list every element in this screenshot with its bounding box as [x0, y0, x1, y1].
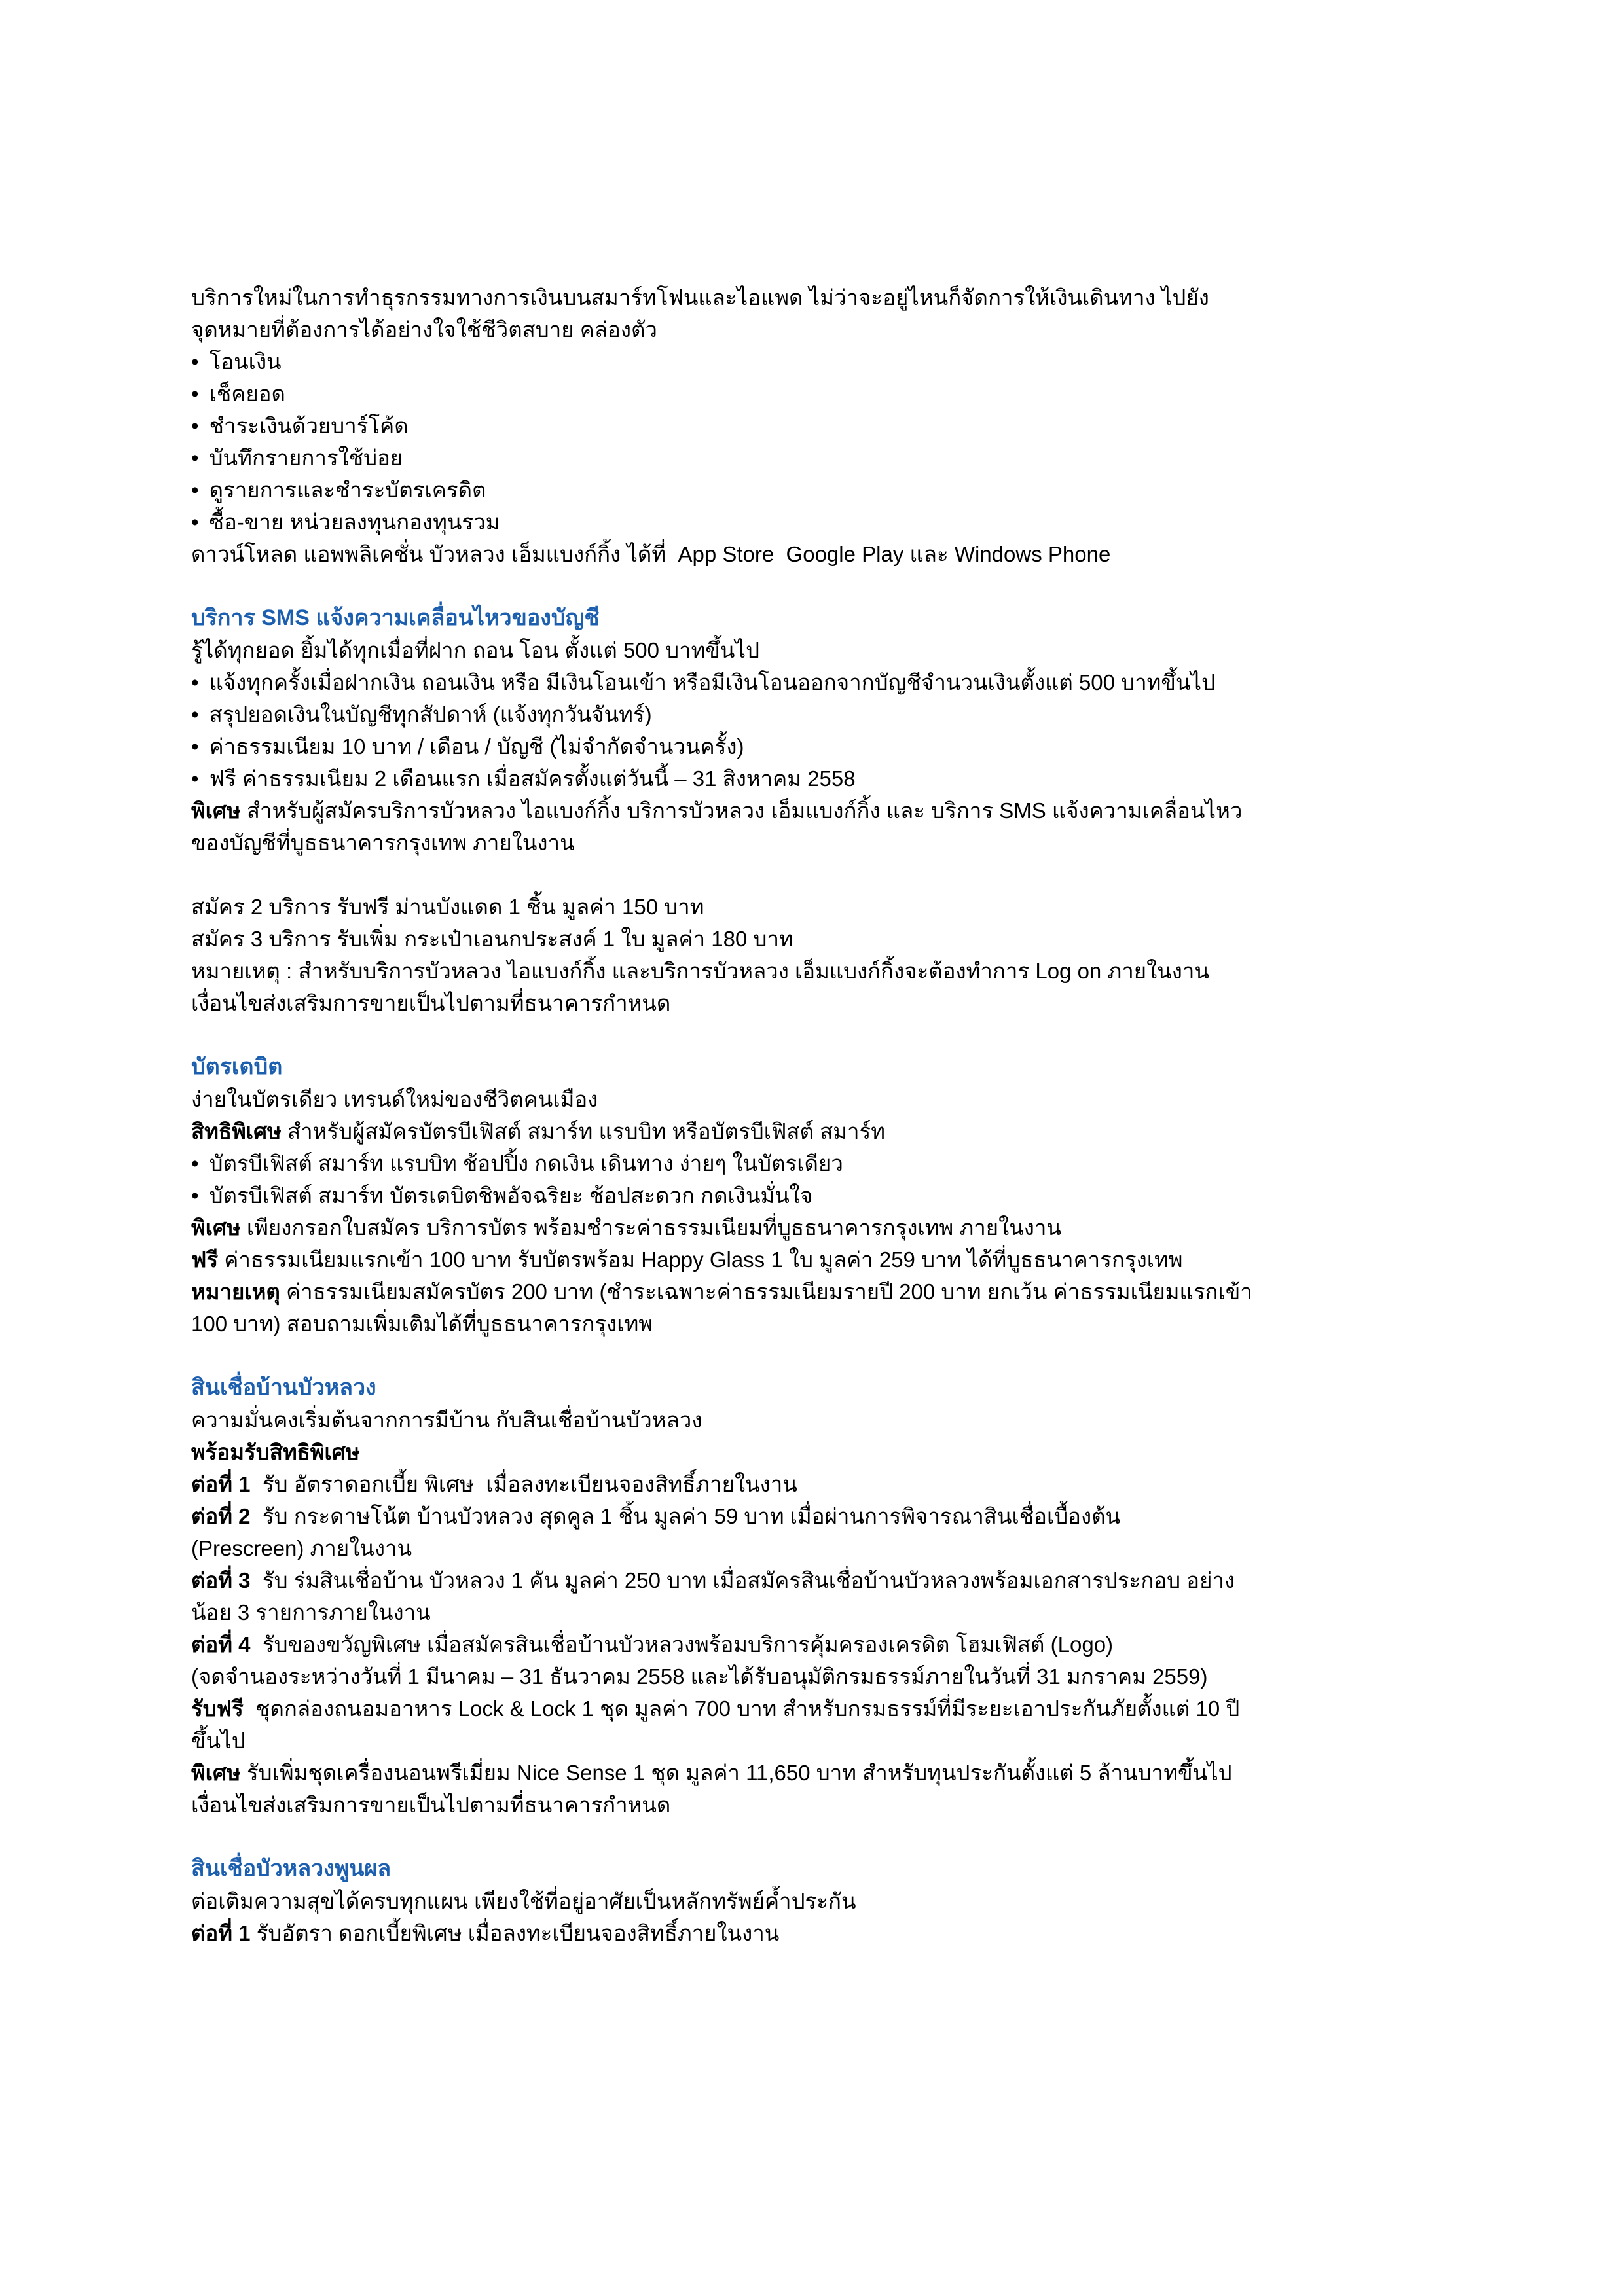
- text-run: รับอัตรา ดอกเบี้ยพิเศษ เมื่อลงทะเบียนจองสิทธิ์ภายในงาน: [250, 1921, 780, 1945]
- blank-line: [191, 1019, 1440, 1051]
- text-run: ต่อที่ 1: [191, 1472, 251, 1496]
- text-line: [191, 1725, 1440, 1757]
- text-run: สำหรับผู้สมัครบริการบัวหลวง ไอแบงก์กิ้ง บริการบัวหลวง เอ็มแบงก์กิ้ง และ บริการ SMS แจ้งความเคลื่อนไหว: [240, 798, 1243, 823]
- text-line: [191, 1885, 1440, 1917]
- bullet-line: [191, 1147, 1440, 1179]
- text-run: ง่ายในบัตรเดียว เทรนด์ใหม่ของชีวิตคนเมือง: [191, 1087, 598, 1111]
- bullet-icon: •: [191, 734, 199, 759]
- text-run: น้อย 3 รายการภายในงาน: [191, 1600, 431, 1624]
- section-heading: [191, 1372, 1440, 1404]
- text-run: (จดจำนองระหว่างวันที่ 1 มีนาคม – 31 ธันวาคม 2558 และได้รับอนุมัติกรมธรรม์ภายในวันที่ 31 มกราคม 2559): [191, 1664, 1208, 1689]
- text-run: ค่าธรรมเนียมสมัครบัตร 200 บาท (ชำระเฉพาะค่าธรรมเนียมรายปี 200 บาท ยกเว้น ค่าธรรมเนียมแรกเข้า: [280, 1280, 1252, 1304]
- text-line: [191, 1276, 1440, 1308]
- text-run: รับ ร่มสินเชื่อบ้าน บัวหลวง 1 คัน มูลค่า 250 บาท เมื่อสมัครสินเชื่อบ้านบัวหลวงพร้อมเอกสารประกอบ อย่าง: [250, 1568, 1235, 1592]
- text-run: พร้อมรับสิทธิพิเศษ: [191, 1440, 360, 1464]
- text-run: (Prescreen) ภายในงาน: [191, 1536, 412, 1560]
- text-run: เงื่อนไขส่งเสริมการขายเป็นไปตามที่ธนาคารกำหนด: [191, 1793, 671, 1817]
- text-run: ดาวน์โหลด แอพพลิเคชั่น บัวหลวง เอ็มแบงก์กิ้ง ได้ที่ App Store Google Play และ Windows Phone: [191, 542, 1111, 566]
- text-run: บัตรบีเฟิสต์ สมาร์ท บัตรเดบิตชิพอัจฉริยะ ช้อปสะดวก กดเงินมั่นใจ: [209, 1183, 813, 1208]
- text-line: [191, 923, 1440, 955]
- bullet-icon: •: [191, 478, 199, 502]
- text-line: [191, 281, 1440, 314]
- document-content: [191, 281, 1440, 1949]
- section-heading: [191, 1051, 1440, 1083]
- text-run: ต่อที่ 4: [191, 1632, 251, 1657]
- text-line: [191, 1757, 1440, 1789]
- text-line: [191, 827, 1440, 859]
- text-line: [191, 795, 1440, 827]
- text-line: [191, 634, 1440, 666]
- bullet-icon: •: [191, 350, 199, 374]
- text-line: [191, 1660, 1440, 1693]
- bullet-icon: •: [191, 1183, 199, 1208]
- text-run: เพียงกรอกใบสมัคร บริการบัตร พร้อมชำระค่าธรรมเนียมที่บูธธนาคารกรุงเทพ ภายในงาน: [240, 1215, 1061, 1240]
- blank-line: [191, 1340, 1440, 1372]
- bullet-line: [191, 442, 1440, 474]
- bullet-icon: •: [191, 382, 199, 406]
- text-line: [191, 1244, 1440, 1276]
- section-heading: [191, 602, 1440, 634]
- text-run: ดูรายการและชำระบัตรเครดิต: [209, 478, 486, 502]
- text-run: สิทธิพิเศษ: [191, 1119, 282, 1143]
- bullet-line: [191, 346, 1440, 378]
- text-line: [191, 1596, 1440, 1628]
- section-heading: [191, 1853, 1440, 1885]
- text-line: [191, 955, 1440, 987]
- text-run: รับเพิ่มชุดเครื่องนอนพรีเมี่ยม Nice Sense 1 ชุด มูลค่า 11,650 บาท สำหรับทุนประกันตั้งแต่ 5 ล้านบาทขึ้นไป: [240, 1761, 1232, 1785]
- text-run: สมัคร 2 บริการ รับฟรี ม่านบังแดด 1 ชิ้น มูลค่า 150 บาท: [191, 895, 704, 919]
- blank-line: [191, 570, 1440, 602]
- bullet-line: [191, 666, 1440, 698]
- text-run: บริการใหม่ในการทำธุรกรรมทางการเงินบนสมาร์ทโฟนและไอแพด ไม่ว่าจะอยู่ไหนก็จัดการให้เงินเดินทาง ไปยัง: [191, 285, 1209, 310]
- bullet-icon: •: [191, 702, 199, 726]
- text-line: [191, 1500, 1440, 1532]
- text-run: สำหรับผู้สมัครบัตรบีเฟิสต์ สมาร์ท แรบบิท หรือบัตรบีเฟิสต์ สมาร์ท: [281, 1119, 886, 1143]
- text-run: รับ อัตราดอกเบี้ย พิเศษ เมื่อลงทะเบียนจองสิทธิ์ภายในงาน: [250, 1472, 797, 1496]
- text-run: ต่อที่ 1: [191, 1921, 251, 1945]
- text-line: [191, 1564, 1440, 1596]
- text-run: ของบัญชีที่บูธธนาคารกรุงเทพ ภายในงาน: [191, 831, 575, 855]
- bullet-icon: •: [191, 670, 199, 694]
- bullet-line: [191, 506, 1440, 538]
- text-line: [191, 1211, 1440, 1244]
- text-run: เงื่อนไขส่งเสริมการขายเป็นไปตามที่ธนาคารกำหนด: [191, 991, 671, 1015]
- text-line: [191, 1083, 1440, 1115]
- bullet-icon: •: [191, 1151, 199, 1175]
- text-run: สินเชื่อบัวหลวงพูนผล: [191, 1856, 392, 1881]
- bullet-line: [191, 698, 1440, 730]
- text-line: [191, 314, 1440, 346]
- bullet-line: [191, 1179, 1440, 1211]
- text-run: พิเศษ: [191, 798, 241, 823]
- text-run: บันทึกรายการใช้บ่อย: [209, 446, 403, 470]
- text-line: [191, 1532, 1440, 1564]
- bullet-icon: •: [191, 446, 199, 470]
- text-line: [191, 1789, 1440, 1821]
- text-line: [191, 1468, 1440, 1500]
- bullet-icon: •: [191, 510, 199, 534]
- text-run: ฟรี ค่าธรรมเนียม 2 เดือนแรก เมื่อสมัครตั้งแต่วันนี้ – 31 สิงหาคม 2558: [209, 766, 856, 791]
- text-run: โอนเงิน: [209, 350, 282, 374]
- text-line: [191, 1628, 1440, 1660]
- text-line: [191, 1404, 1440, 1436]
- text-run: รับฟรี: [191, 1696, 244, 1721]
- text-run: เช็คยอด: [209, 382, 285, 406]
- text-line: [191, 1308, 1440, 1340]
- text-run: ต่อที่ 2: [191, 1504, 251, 1528]
- bullet-line: [191, 730, 1440, 762]
- text-run: ต่อที่ 3: [191, 1568, 251, 1592]
- text-line: [191, 1115, 1440, 1147]
- text-run: สมัคร 3 บริการ รับเพิ่ม กระเป๋าเอนกประสงค์ 1 ใบ มูลค่า 180 บาท: [191, 927, 793, 951]
- text-run: แจ้งทุกครั้งเมื่อฝากเงิน ถอนเงิน หรือ มีเงินโอนเข้า หรือมีเงินโอนออกจากบัญชีจำนวนเงินตั้งแต่ 500 บาทขึ้นไป: [209, 670, 1216, 694]
- text-line: [191, 1693, 1440, 1725]
- text-run: หมายเหตุ: [191, 1280, 280, 1304]
- text-run: 100 บาท) สอบถามเพิ่มเติมได้ที่บูธธนาคารกรุงเทพ: [191, 1312, 653, 1336]
- text-run: ค่าธรรมเนียมแรกเข้า 100 บาท รับบัตรพร้อม Happy Glass 1 ใบ มูลค่า 259 บาท ได้ที่บูธธนาคารกรุงเทพ: [218, 1247, 1183, 1272]
- blank-line: [191, 859, 1440, 891]
- text-run: พิเศษ: [191, 1215, 241, 1240]
- text-line: [191, 1917, 1440, 1949]
- text-run: รู้ได้ทุกยอด ยิ้มได้ทุกเมื่อที่ฝาก ถอน โอน ตั้งแต่ 500 บาทขึ้นไป: [191, 638, 760, 662]
- text-run: บริการ SMS แจ้งความเคลื่อนไหวของบัญชี: [191, 605, 600, 630]
- text-run: ค่าธรรมเนียม 10 บาท / เดือน / บัญชี (ไม่จำกัดจำนวนครั้ง): [209, 734, 744, 759]
- bullet-line: [191, 378, 1440, 410]
- text-line: [191, 987, 1440, 1019]
- text-line: [191, 538, 1440, 570]
- text-run: พิเศษ: [191, 1761, 241, 1785]
- text-run: รับ กระดาษโน้ต บ้านบัวหลวง สุดคูล 1 ชิ้น มูลค่า 59 บาท เมื่อผ่านการพิจารณาสินเชื่อเบื้องต้น: [250, 1504, 1121, 1528]
- bullet-icon: •: [191, 766, 199, 791]
- bullet-line: [191, 474, 1440, 506]
- text-run: ความมั่นคงเริ่มต้นจากการมีบ้าน กับสินเชื่อบ้านบัวหลวง: [191, 1408, 702, 1432]
- text-run: ฟรี: [191, 1247, 219, 1272]
- text-line: [191, 891, 1440, 923]
- text-run: หมายเหตุ : สำหรับบริการบัวหลวง ไอแบงก์กิ้ง และบริการบัวหลวง เอ็มแบงก์กิ้งจะต้องทำการ Log on ภายในงาน: [191, 959, 1209, 983]
- text-line: [191, 1436, 1440, 1468]
- text-run: ต่อเติมความสุขได้ครบทุกแผน เพียงใช้ที่อยู่อาศัยเป็นหลักทรัพย์ค้ำประกัน: [191, 1889, 856, 1913]
- bullet-line: [191, 762, 1440, 795]
- text-run: จุดหมายที่ต้องการได้อย่างใจใช้ชีวิตสบาย คล่องตัว: [191, 317, 657, 342]
- text-run: สรุปยอดเงินในบัญชีทุกสัปดาห์ (แจ้งทุกวันจันทร์): [209, 702, 652, 726]
- bullet-line: [191, 410, 1440, 442]
- text-run: ชำระเงินด้วยบาร์โค้ด: [209, 414, 409, 438]
- bullet-icon: •: [191, 414, 199, 438]
- text-run: บัตรเดบิต: [191, 1054, 283, 1079]
- text-run: สินเชื่อบ้านบัวหลวง: [191, 1375, 376, 1400]
- text-run: ชุดกล่องถนอมอาหาร Lock & Lock 1 ชุด มูลค่า 700 บาท สำหรับกรมธรรม์ที่มีระยะเอาประกันภัยตั้งแต่ 10 ปี: [243, 1696, 1240, 1721]
- text-run: บัตรบีเฟิสต์ สมาร์ท แรบบิท ช้อปปิ้ง กดเงิน เดินทาง ง่ายๆ ในบัตรเดียว: [209, 1151, 843, 1175]
- text-run: รับของขวัญพิเศษ เมื่อสมัครสินเชื่อบ้านบัวหลวงพร้อมบริการคุ้มครองเครดิต โฮมเฟิสต์ (Logo): [250, 1632, 1114, 1657]
- text-run: ซื้อ-ขาย หน่วยลงทุนกองทุนรวม: [209, 510, 500, 534]
- blank-line: [191, 1821, 1440, 1853]
- text-run: ขึ้นไป: [191, 1729, 246, 1753]
